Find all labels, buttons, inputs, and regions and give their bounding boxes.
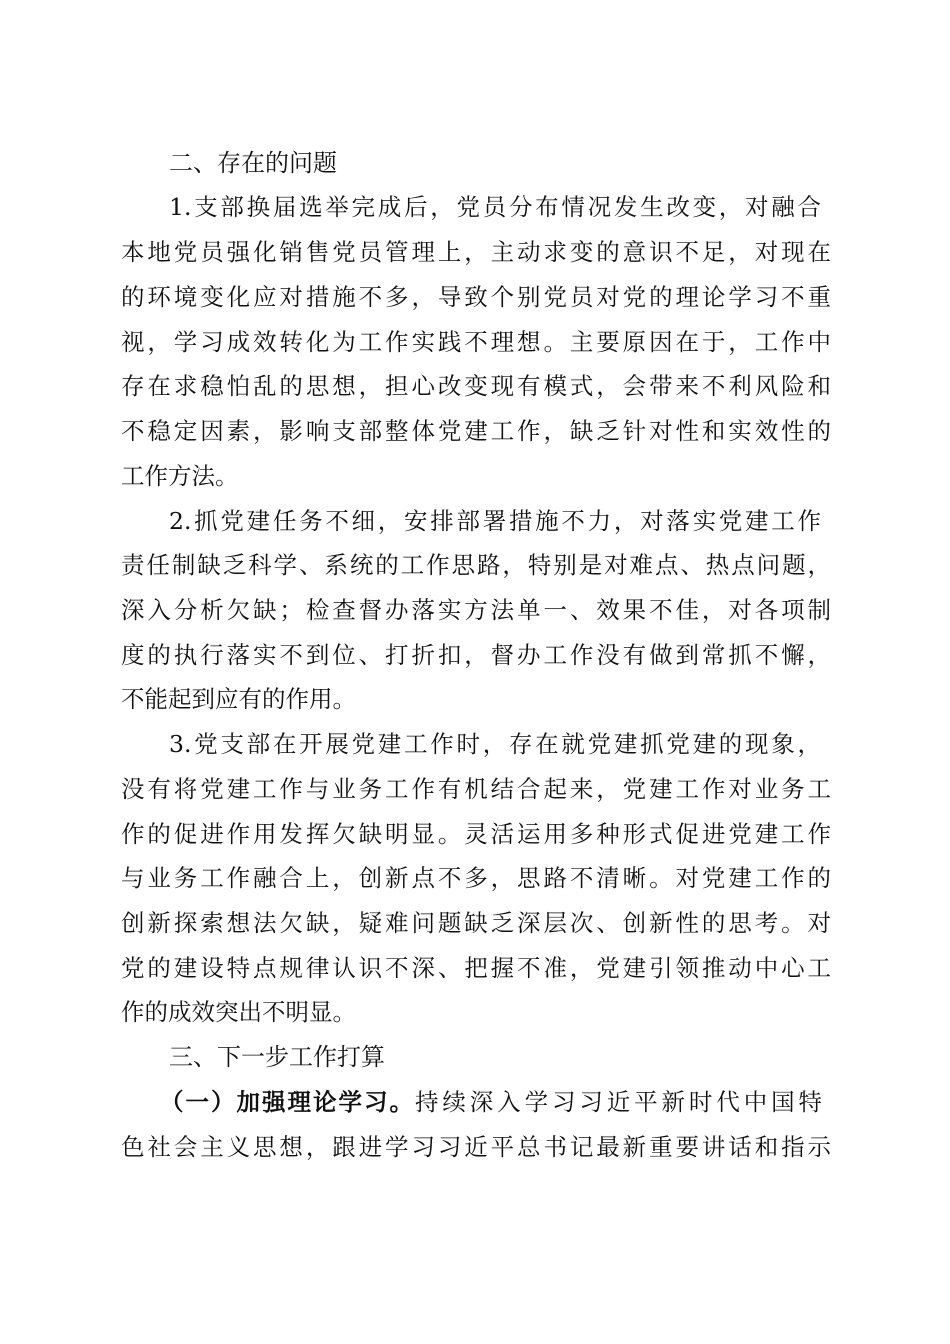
paragraph-line: 创新探索想法欠缺，疑难问题缺乏深层次、创新性的思考。对	[121, 909, 831, 937]
paragraph-lead-title: （一）加强理论学习。	[160, 1088, 415, 1116]
paragraph-line: 工作方法。	[121, 462, 239, 490]
paragraph-line: 持续深入学习习近平新时代中国特	[415, 1088, 822, 1116]
paragraph-line: 视，学习成效转化为工作实践不理想。主要原因在于，工作中	[121, 328, 831, 356]
section-heading-next-steps: 三、下一步工作打算	[169, 1043, 385, 1071]
paragraph-line: 本地党员强化销售党员管理上，主动求变的意识不足，对现在	[121, 238, 831, 266]
section-heading-problems: 二、存在的问题	[169, 149, 337, 177]
paragraph-line: 1.支部换届选举完成后，党员分布情况发生改变，对融合	[169, 193, 821, 221]
paragraph-line: 作的成效突出不明显。	[121, 998, 356, 1026]
paragraph-line-first	[160, 1082, 822, 1122]
paragraph-line: 与业务工作融合上，创新点不多，思路不清晰。对党建工作的	[121, 864, 831, 892]
paragraph-line: 党的建设特点规律认识不深、把握不准，党建引领推动中心工	[121, 954, 831, 982]
paragraph-line: 深入分析欠缺；检查督办落实方法单一、效果不佳，对各项制	[121, 596, 831, 624]
paragraph-line: 色社会主义思想，跟进学习习近平总书记最新重要讲话和指示	[121, 1133, 831, 1161]
paragraph-line: 不稳定因素，影响支部整体党建工作，缺乏针对性和实效性的	[121, 417, 831, 445]
paragraph-line: 的环境变化应对措施不多，导致个别党员对党的理论学习不重	[121, 283, 831, 311]
paragraph-line: 度的执行落实不到位、打折扣，督办工作没有做到常抓不懈，	[121, 641, 831, 669]
paragraph-line: 2.抓党建任务不细，安排部署措施不力，对落实党建工作	[169, 507, 821, 535]
paragraph-line: 作的促进作用发挥欠缺明显。灵活运用多种形式促进党建工作	[121, 820, 831, 848]
paragraph-line: 存在求稳怕乱的思想，担心改变现有模式，会带来不利风险和	[121, 372, 831, 400]
paragraph-line: 没有将党建工作与业务工作有机结合起来，党建工作对业务工	[121, 775, 831, 803]
paragraph-line: 3.党支部在开展党建工作时，存在就党建抓党建的现象，	[169, 730, 821, 758]
paragraph-line: 责任制缺乏科学、系统的工作思路，特别是对难点、热点问题，	[121, 551, 831, 579]
paragraph-line: 不能起到应有的作用。	[121, 685, 356, 713]
